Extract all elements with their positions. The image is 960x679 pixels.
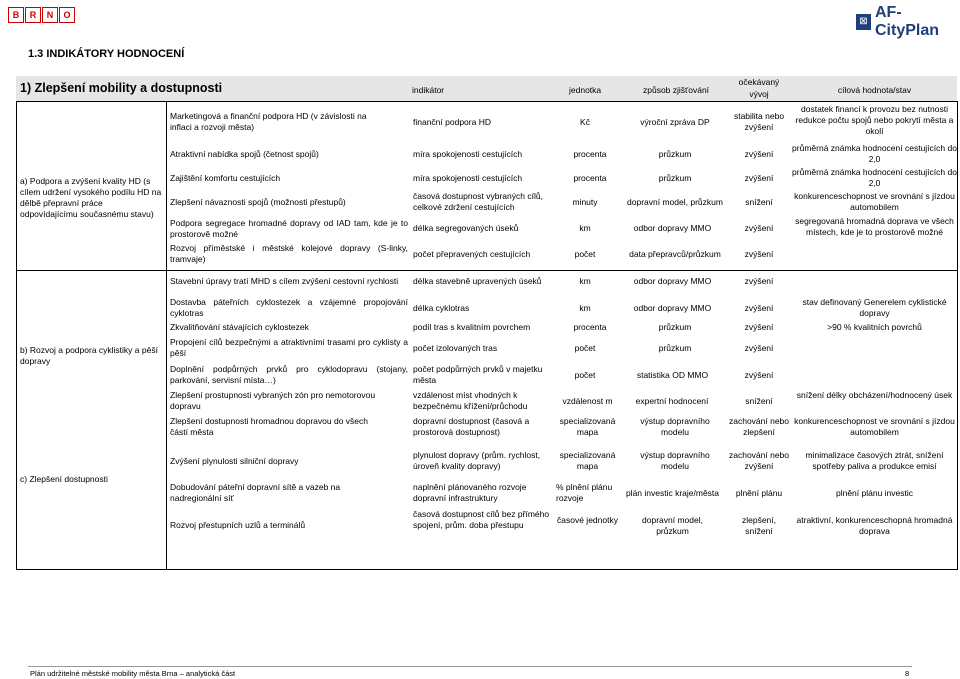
r13-zpusob: výstup dopravního modelu — [640, 416, 710, 437]
r6-vyvoj: zvýšení — [744, 249, 774, 259]
group-b-label: b) Rozvoj a podpora cyklistiky a pěší dopravy — [20, 345, 158, 366]
logo-letter: R — [25, 7, 41, 23]
r3-jednotka: procenta — [573, 173, 607, 183]
border — [16, 101, 958, 102]
r15-jednotka: % plnění plánu rozvoje — [556, 482, 613, 503]
r14-jednotka: specializovaná mapa — [559, 450, 616, 471]
brand-name: AF-CityPlan — [875, 4, 940, 39]
r8-zpusob: odbor dopravy MMO — [633, 303, 712, 313]
r5-indikator: délka segregovaných úseků — [413, 223, 519, 233]
r16-zpusob: dopravní model, průzkum — [642, 515, 703, 536]
r16-jednotka: časové jednotky — [557, 515, 618, 525]
r5-opatreni: Podpora segregace hromadné dopravy od IAD tam, kde je to prostorově možné — [170, 218, 408, 239]
r10-zpusob: průzkum — [658, 343, 692, 353]
r9-indikator: podíl tras s kvalitním povrchem — [413, 322, 531, 332]
r13-cil: konkurenceschopnost ve srovnání s jízdou automobilem — [794, 416, 955, 437]
r8-jednotka: km — [579, 303, 591, 313]
r8-indikator: délka cyklotras — [413, 303, 470, 313]
group-a-label: a) Podpora a zvýšení kvality HD (s cílem udržení vysokého podílu HD na dělbě přepravní práce odpovídajícímu současnému stavu) — [20, 176, 162, 219]
r14-vyvoj: zachování nebo zvýšení — [728, 450, 790, 471]
r1-jednotka: Kč — [580, 117, 590, 127]
r2-vyvoj: zvýšení — [744, 149, 774, 159]
col-indikator: indikátor — [412, 85, 445, 95]
col-vyvoj-2: vývoj — [749, 89, 769, 99]
r2-opatreni: Atraktivní nabídka spojů (četnost spojů) — [170, 149, 319, 159]
r15-opatreni: Dobudování páteřní dopravní sítě a vazeb na nadregionální síť — [170, 482, 341, 503]
r14-zpusob: výstup dopravního modelu — [640, 450, 710, 471]
r2-zpusob: průzkum — [658, 149, 692, 159]
r4-zpusob: dopravní model, průzkum — [627, 197, 723, 207]
r13-vyvoj: zachování nebo zlepšení — [728, 416, 790, 437]
r9-zpusob: průzkum — [658, 322, 692, 332]
r11-vyvoj: zvýšení — [744, 370, 774, 380]
r12-opatreni: Zlepšení prostupnosti vybraných zón pro nemotorovou dopravu — [170, 390, 376, 411]
brno-logo — [8, 7, 75, 23]
col-vyvoj-1: očekávaný — [738, 77, 780, 87]
border — [166, 101, 167, 570]
goal-a5: segregovaná hromadná doprava ve všech místech, kde je to prostorově možné — [795, 216, 954, 237]
r3-zpusob: průzkum — [658, 173, 692, 183]
r15-cil: plnění plánu investic — [835, 488, 914, 498]
r9-opatreni: Zkvalitňování stávajících cyklostezek — [170, 322, 309, 332]
r10-jednotka: počet — [574, 343, 596, 353]
r7-indikator: délka stavebně upravených úseků — [413, 276, 542, 286]
r2-indikator: míra spokojenosti cestujících — [413, 149, 523, 159]
r6-jednotka: počet — [574, 249, 596, 259]
r14-cil: minimalizace časových ztrát, snížení spotřeby paliva a produkce emisí — [805, 450, 944, 471]
goal-a4: konkurenceschopnost ve srovnání s jízdou automobilem — [794, 191, 955, 212]
r4-jednotka: minuty — [572, 197, 598, 207]
r9-jednotka: procenta — [573, 322, 607, 332]
border — [16, 569, 958, 570]
r6-indikator: počet přepravených cestujících — [413, 249, 531, 259]
logo-letter: B — [8, 7, 24, 23]
r6-zpusob: data přepravců/průzkum — [629, 249, 721, 259]
r4-vyvoj: snížení — [745, 197, 773, 207]
r5-jednotka: km — [579, 223, 591, 233]
af-logo-icon: ⊠ — [856, 14, 871, 30]
r10-opatreni: Propojení cílů bezpečnými a atraktivními trasami pro cyklisty a pěší — [170, 337, 408, 358]
r16-indikator: časová dostupnost cílů bez přímého spojení, prům. doba přestupu — [413, 509, 550, 530]
goal-a3: průměrná známka hodnocení cestujících do 2,0 — [792, 167, 957, 188]
r7-zpusob: odbor dopravy MMO — [633, 276, 712, 286]
border — [16, 101, 17, 570]
r16-vyvoj: zlepšení, snížení — [741, 515, 777, 536]
r16-opatreni: Rozvoj přestupních uzlů a terminálů — [170, 520, 306, 530]
group-c-label: c) Zlepšení dostupnosti — [20, 474, 108, 484]
footer-rule — [28, 666, 912, 667]
r9-cil: >90 % kvalitních povrchů — [827, 322, 922, 332]
r1-opatreni: Marketingová a finanční podpora HD (v závislosti na inflaci a rozvoji města) — [170, 111, 367, 132]
r1-vyvoj: stabilita nebo zvýšení — [733, 111, 785, 132]
goal-a1: dostatek financí k provozu bez nutnosti redukce počtu spojů nebo pokrytí města a okolí — [795, 104, 954, 136]
logo-letter: O — [59, 7, 75, 23]
r6-opatreni: Rozvoj příměstské i městské kolejové dopravy (S-linky, tramvaje) — [170, 243, 408, 264]
footer-text: Plán udržitelné městské mobility města Brna – analytická část — [30, 669, 236, 678]
r15-indikator: naplnění plánovaného rozvoje dopravní infrastruktury — [413, 482, 527, 503]
r4-indikator: časová dostupnost vybraných cílů, celkové zdržení cestujících — [413, 191, 543, 212]
r7-opatreni: Stavební úpravy tratí MHD s cílem zvýšení cestovní rychlosti — [170, 276, 399, 286]
r10-indikator: počet izolovaných tras — [413, 343, 498, 353]
r11-opatreni: Doplnění podpůrných prvků pro cyklodopravu (stojany, parkování, servisní místa…) — [170, 364, 408, 385]
r5-zpusob: odbor dopravy MMO — [633, 223, 712, 233]
goal-a2: průměrná známka hodnocení cestujících do 2,0 — [792, 143, 957, 164]
r12-indikator: vzdálenost míst vhodných k bezpečnému křížení/průchodu — [413, 390, 528, 411]
col-cil: cílová hodnota/stav — [837, 85, 912, 95]
r11-zpusob: statistika OD MMO — [636, 370, 709, 380]
r15-zpusob: plán investic kraje/města — [625, 488, 720, 498]
r11-jednotka: počet — [574, 370, 596, 380]
r1-zpusob: výroční zpráva DP — [640, 117, 710, 127]
r9-vyvoj: zvýšení — [744, 322, 774, 332]
r4-opatreni: Zlepšení návaznosti spojů (možnosti přestupů) — [170, 197, 346, 207]
r12-jednotka: vzdálenost m — [562, 396, 613, 406]
r2-jednotka: procenta — [573, 149, 607, 159]
r7-jednotka: km — [579, 276, 591, 286]
border — [16, 270, 958, 271]
r8-vyvoj: zvýšení — [744, 303, 774, 313]
col-zpusob: způsob zjišťování — [643, 85, 710, 95]
r10-vyvoj: zvýšení — [744, 343, 774, 353]
r15-vyvoj: plnění plánu — [735, 488, 783, 498]
block-title: 1) Zlepšení mobility a dostupnosti — [20, 81, 223, 95]
r12-zpusob: expertní hodnocení — [635, 396, 709, 406]
r8-cil: stav definovaný Generelem cyklistické dopravy — [802, 297, 947, 318]
r3-vyvoj: zvýšení — [744, 173, 774, 183]
r13-indikator: dopravní dostupnost (časová a prostorová dostupnost) — [413, 416, 530, 437]
r14-indikator: plynulost dopravy (prům. rychlost, úroveň kvality dopravy) — [413, 450, 541, 471]
r16-cil: atraktivní, konkurenceschopná hromadná doprava — [796, 515, 953, 536]
r3-indikator: míra spokojenosti cestujících — [413, 173, 523, 183]
r13-jednotka: specializovaná mapa — [559, 416, 616, 437]
logo-letter: N — [42, 7, 58, 23]
r12-vyvoj: snížení — [745, 396, 773, 406]
afcityplan-logo — [856, 4, 960, 40]
r12-cil: snížení délky obcházení/hodnocený úsek — [796, 390, 953, 400]
border — [957, 101, 958, 570]
r8-opatreni: Dostavba páteřních cyklostezek a vzájemné propojování cyklotras — [170, 297, 408, 318]
r1-indikator: finanční podpora HD — [413, 117, 491, 127]
page-number: 8 — [905, 669, 910, 678]
r7-vyvoj: zvýšení — [744, 276, 774, 286]
r13-opatreni: Zlepšení dostupnosti hromadnou dopravou do všech částí města — [170, 416, 368, 437]
r5-vyvoj: zvýšení — [744, 223, 774, 233]
r14-opatreni: Zvýšení plynulosti silniční dopravy — [170, 456, 299, 466]
r11-indikator: počet podpůrných prvků v majetku města — [413, 364, 543, 385]
col-jednotka: jednotka — [569, 85, 602, 95]
section-title: 1.3 INDIKÁTORY HODNOCENÍ — [28, 48, 185, 60]
r3-opatreni: Zajištění komfortu cestujících — [170, 173, 281, 183]
